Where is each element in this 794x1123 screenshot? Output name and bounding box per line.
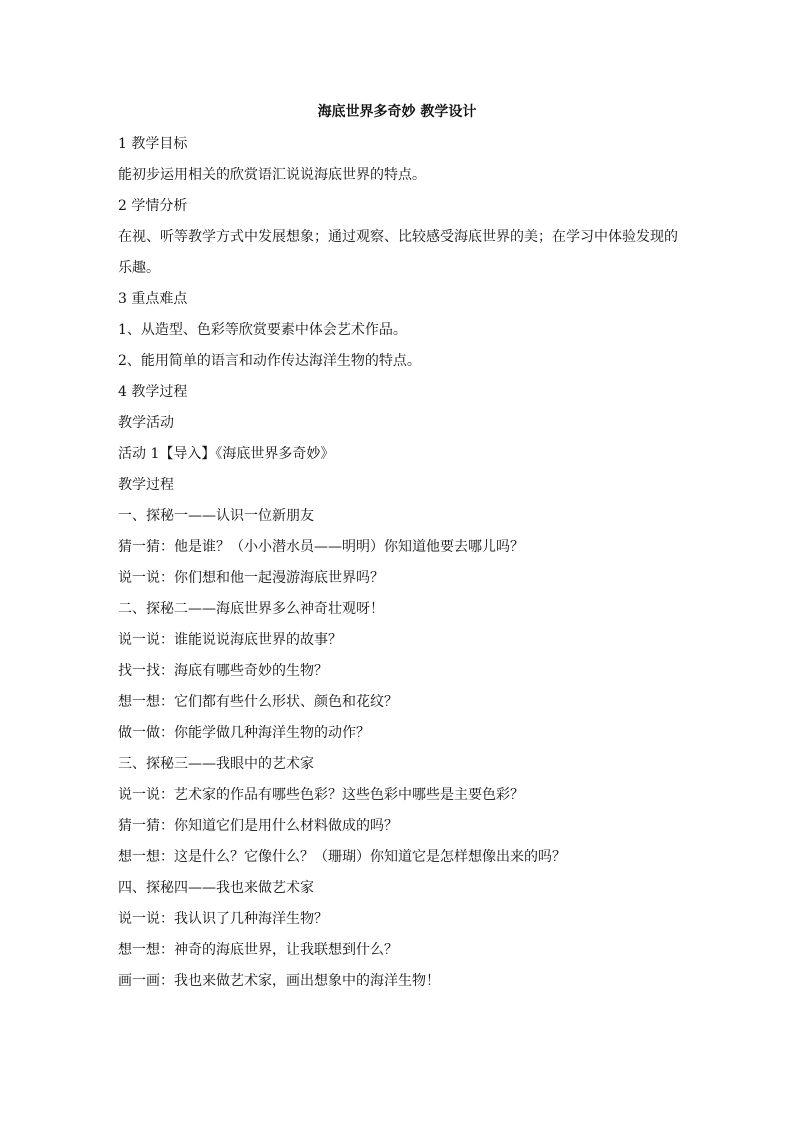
step-line: 做一做：你能学做几种海洋生物的动作？ xyxy=(118,725,370,741)
step-line: 说一说：谁能说说海底世界的故事？ xyxy=(118,632,342,648)
paragraph-analysis-continued: 乐趣。 xyxy=(118,260,160,276)
subheading-process: 教学过程 xyxy=(118,477,174,493)
step-line: 猜一猜：他是谁？（小小潜水员——明明）你知道他要去哪儿吗？ xyxy=(118,539,524,555)
step-line: 想一想：神奇的海底世界，让我联想到什么？ xyxy=(118,942,398,958)
step-line: 找一找：海底有哪些奇妙的生物？ xyxy=(118,663,328,679)
step-line: 画一画：我也来做艺术家，画出想象中的海洋生物！ xyxy=(118,973,440,989)
section-heading-key-points: 3 重点难点 xyxy=(118,291,188,307)
list-item: 1、从造型、色彩等欣赏要素中体会艺术作品。 xyxy=(118,322,407,338)
list-item: 2、能用简单的语言和动作传达海洋生物的特点。 xyxy=(118,353,421,369)
paragraph-analysis: 在视、听等教学方式中发展想象；通过观察、比较感受海底世界的美；在学习中体验发现的 xyxy=(118,229,678,245)
subheading-activities: 教学活动 xyxy=(118,415,174,431)
step-line: 想一想：这是什么？它像什么？（珊瑚）你知道它是怎样想像出来的吗？ xyxy=(118,849,566,865)
step-line: 说一说：艺术家的作品有哪些色彩？这些色彩中哪些是主要色彩？ xyxy=(118,787,524,803)
section-heading-process: 4 教学过程 xyxy=(118,384,188,400)
section-heading-analysis: 2 学情分析 xyxy=(118,198,188,214)
step-heading: 三、探秘三——我眼中的艺术家 xyxy=(118,756,314,772)
document-title: 海底世界多奇妙 教学设计 xyxy=(317,104,477,120)
step-heading: 四、探秘四——我也来做艺术家 xyxy=(118,880,314,896)
step-heading: 一、探秘一——认识一位新朋友 xyxy=(118,508,314,524)
step-line: 说一说：你们想和他一起漫游海底世界吗？ xyxy=(118,570,384,586)
activity-heading: 活动 1【导入】《海底世界多奇妙》 xyxy=(118,446,335,462)
step-line: 想一想：它们都有些什么形状、颜色和花纹？ xyxy=(118,694,398,710)
step-line: 说一说：我认识了几种海洋生物？ xyxy=(118,911,328,927)
step-line: 猜一猜：你知道它们是用什么材料做成的吗？ xyxy=(118,818,398,834)
step-heading: 二、探秘二——海底世界多么神奇壮观呀！ xyxy=(118,601,384,617)
section-heading-objectives: 1 教学目标 xyxy=(118,136,188,152)
paragraph-objectives: 能初步运用相关的欣赏语汇说说海底世界的特点。 xyxy=(118,167,426,183)
